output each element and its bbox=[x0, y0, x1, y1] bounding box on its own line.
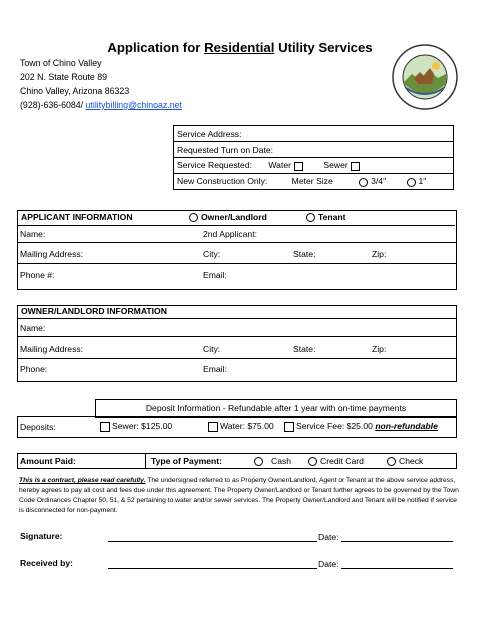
service-table bbox=[173, 125, 454, 190]
deposits-label: Deposits: bbox=[20, 422, 56, 432]
owner-zip-label: Zip: bbox=[372, 344, 387, 354]
turn-on-date-field[interactable]: Requested Turn on Date: bbox=[174, 142, 454, 158]
signature-date-line[interactable] bbox=[341, 541, 453, 542]
phone-number: (928)-636-6084/ bbox=[20, 100, 86, 110]
owner-landlord-option[interactable]: Owner/Landlord bbox=[189, 212, 267, 222]
owner-mailing-label: Mailing Address: bbox=[20, 344, 84, 354]
received-by-label: Received by: bbox=[20, 558, 74, 568]
owner-email-label: Email: bbox=[203, 364, 227, 374]
deposit-water-checkbox[interactable] bbox=[208, 422, 218, 432]
applicant-phone-label: Phone #: bbox=[20, 270, 55, 280]
owner-name-label: Name: bbox=[20, 323, 46, 333]
page-title: Application for Residential Utility Services bbox=[107, 40, 373, 55]
tenant-option[interactable]: Tenant bbox=[306, 212, 346, 222]
applicant-city-label: City: bbox=[203, 249, 221, 259]
address-line-3: Chino Valley, Arizona 86323 bbox=[20, 86, 130, 96]
contract-paragraph bbox=[19, 476, 459, 516]
second-applicant-label: 2nd Applicant: bbox=[203, 229, 257, 239]
owner-city-label: City: bbox=[203, 344, 221, 354]
service-requested-row: Service Requested: Water Sewer bbox=[174, 158, 454, 174]
cash-radio[interactable] bbox=[254, 457, 263, 466]
signature-date-label: Date: bbox=[318, 532, 339, 542]
divider bbox=[17, 336, 456, 337]
applicant-name-label: Name: bbox=[20, 229, 46, 239]
amount-paid-label: Amount Paid: bbox=[20, 456, 76, 466]
deposit-water-option[interactable]: Water: $75.00 bbox=[208, 421, 274, 432]
deposit-sewer-checkbox[interactable] bbox=[100, 422, 110, 432]
town-seal-icon bbox=[392, 44, 458, 110]
check-radio[interactable] bbox=[387, 457, 396, 466]
check-option[interactable]: Check bbox=[387, 456, 423, 466]
applicant-heading: APPLICANT INFORMATION bbox=[21, 212, 133, 222]
received-by-line[interactable] bbox=[108, 568, 317, 569]
applicant-zip-label: Zip: bbox=[372, 249, 387, 259]
signature-line[interactable] bbox=[108, 541, 317, 542]
town-address bbox=[20, 56, 182, 112]
owner-landlord-radio[interactable] bbox=[189, 213, 198, 222]
divider bbox=[17, 318, 456, 319]
sewer-checkbox[interactable] bbox=[351, 162, 360, 171]
credit-card-option[interactable]: Credit Card bbox=[308, 456, 364, 466]
address-line-1: Town of Chino Valley bbox=[20, 58, 102, 68]
divider bbox=[17, 263, 456, 264]
applicant-state-label: State: bbox=[293, 249, 316, 259]
cash-option[interactable]: Cash bbox=[254, 456, 291, 466]
water-checkbox[interactable] bbox=[294, 162, 303, 171]
divider bbox=[17, 358, 456, 359]
applicant-email-label: Email: bbox=[203, 270, 227, 280]
service-address-field[interactable]: Service Address: bbox=[174, 126, 454, 142]
email-link[interactable]: utilitybilling@chinoaz.net bbox=[85, 100, 182, 110]
divider bbox=[17, 242, 456, 243]
credit-card-radio[interactable] bbox=[308, 457, 317, 466]
tenant-radio[interactable] bbox=[306, 213, 315, 222]
address-line-2: 202 N. State Route 89 bbox=[20, 72, 108, 82]
deposit-service-fee-checkbox[interactable] bbox=[284, 422, 294, 432]
meter-3-4-radio[interactable] bbox=[359, 178, 368, 187]
signature-label: Signature: bbox=[20, 531, 63, 541]
deposit-sewer-option[interactable]: Sewer: $125.00 bbox=[100, 421, 172, 432]
meter-1-radio[interactable] bbox=[407, 178, 416, 187]
received-date-label: Date: bbox=[318, 559, 339, 569]
contact-line bbox=[20, 98, 182, 112]
owner-phone-label: Phone: bbox=[20, 364, 48, 374]
payment-type-label: Type of Payment: bbox=[151, 456, 222, 466]
new-construction-row: New Construction Only: Meter Size 3/4" 1" bbox=[174, 174, 454, 190]
divider bbox=[145, 453, 146, 468]
owner-state-label: State: bbox=[293, 344, 316, 354]
contract-body: The undersigned referred to as Property Owner/Landlord, Agent or Tenant at the above service address, hereby agrees to pay all cost and fees due under this agreement. The Property Owner/Landlord or Tenant further agrees to be governed by the Town Code Ordinances Chapter 50, 51, & 52 pertaining to water and/or sewer services. The Property Owner/Landlord and Tenant will be notified if service is disconnected for non-payment. bbox=[19, 477, 459, 515]
received-date-line[interactable] bbox=[341, 568, 453, 569]
applicant-mailing-label: Mailing Address: bbox=[20, 249, 84, 259]
contract-lead: This is a contract, please read carefully. bbox=[19, 477, 146, 484]
owner-heading: OWNER/LANDLORD INFORMATION bbox=[21, 306, 167, 316]
deposit-info-text: Deposit Information - Refundable after 1 year with on-time payments bbox=[145, 403, 407, 413]
deposit-service-fee-option[interactable]: Service Fee: $25.00 non-refundable bbox=[284, 421, 438, 432]
